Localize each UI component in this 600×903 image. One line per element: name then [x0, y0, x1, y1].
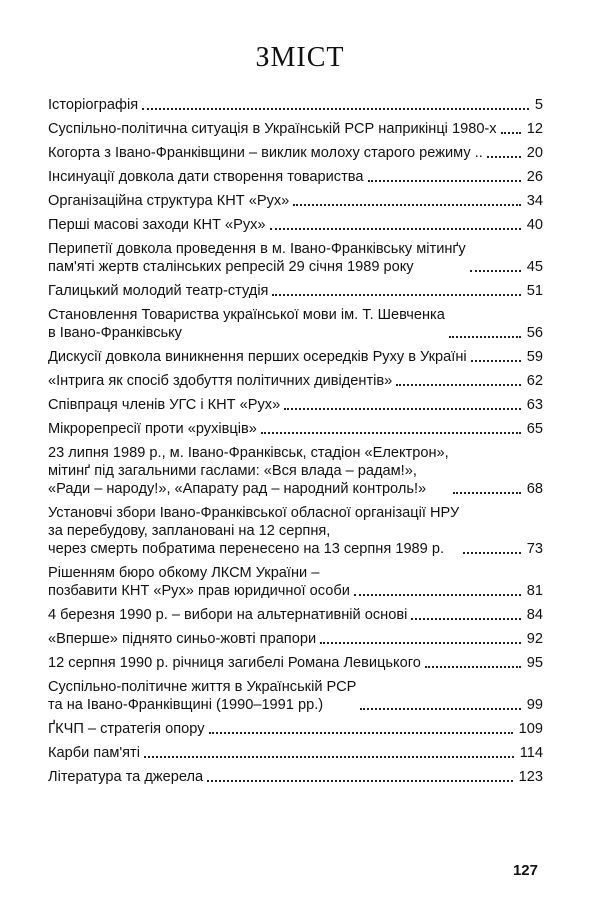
toc-entry-page-number: 62 — [526, 373, 543, 389]
toc-entry-title — [48, 192, 289, 210]
toc-entry-title-line: Суспільно-політичне життя в Українській РСР — [48, 679, 357, 695]
toc-entry — [48, 306, 543, 342]
toc-entry-title-line: Рішенням бюро обкому ЛКСМ України – — [48, 565, 320, 581]
toc-entry-title — [48, 168, 364, 186]
toc-entry-title-line: через смерть побратима перенесено на 13 серпня 1989 р. — [48, 541, 445, 557]
toc-entry-title — [48, 420, 257, 438]
table-of-contents — [48, 96, 543, 786]
toc-entry-page-number: 73 — [526, 541, 543, 557]
toc-entry-title — [48, 606, 407, 624]
toc-entry-title-line: «Вперше» піднято синьо-жовті прапори — [48, 631, 317, 647]
toc-entry-title — [48, 678, 356, 714]
toc-entry — [48, 240, 543, 276]
toc-entry-title-line: пам'яті жертв сталінських репресій 29 січня 1989 року — [48, 259, 414, 275]
toc-entry-title-line: Мікрорепресії проти «рухівців» — [48, 421, 257, 437]
toc-entry-page-number: 99 — [526, 697, 543, 713]
toc-entry-title-line: Установчі збори Івано-Франківської обласної організації НРУ — [48, 505, 460, 521]
toc-entry-title-line: в Івано-Франківську — [48, 325, 182, 341]
toc-entry-title — [48, 396, 280, 414]
toc-entry-title — [48, 564, 350, 600]
toc-entry-title-line: Історіографія — [48, 97, 139, 113]
toc-entry-title-line: Організаційна структура КНТ «Рух» — [48, 193, 290, 209]
dot-leader — [453, 492, 521, 494]
dot-leader — [293, 204, 520, 206]
toc-entry-title — [48, 282, 268, 300]
toc-entry — [48, 606, 543, 624]
toc-entry-title — [48, 216, 266, 234]
toc-entry-title — [48, 96, 138, 114]
toc-entry-title-line: ҐКЧП – стратегія опору — [48, 721, 205, 737]
toc-entry — [48, 120, 543, 138]
toc-entry-title-line: 23 липня 1989 р., м. Івано-Франківськ, стадіон «Електрон», — [48, 445, 449, 461]
toc-entry-title-line: «Ради – народу!», «Апарату рад – народний контроль!» — [48, 481, 427, 497]
dot-leader — [207, 780, 513, 782]
toc-entry-title-line: Становлення Товариства української мови ім. Т. Шевченка — [48, 307, 445, 323]
dot-leader — [449, 336, 521, 338]
toc-entry — [48, 396, 543, 414]
toc-entry-title-line: за перебудову, заплановані на 12 серпня, — [48, 523, 331, 539]
toc-entry — [48, 348, 543, 366]
toc-entry — [48, 216, 543, 234]
toc-entry-title — [48, 144, 483, 162]
dot-leader — [144, 756, 514, 758]
toc-entry-title-line: 12 серпня 1990 р. річниця загибелі Романа Левицького — [48, 655, 421, 671]
page-number: 127 — [512, 862, 538, 879]
toc-entry-title-line: 4 березня 1990 р. – вибори на альтернативній основі — [48, 607, 408, 623]
toc-entry — [48, 192, 543, 210]
toc-entry — [48, 678, 543, 714]
dot-leader — [470, 270, 521, 272]
toc-entry-title — [48, 240, 466, 276]
dot-leader — [261, 432, 521, 434]
page-title: ЗМІСТ — [255, 42, 345, 73]
dot-leader — [354, 594, 521, 596]
toc-entry-page-number: 84 — [526, 607, 543, 623]
dot-leader — [142, 108, 529, 110]
toc-entry-title-line: Галицький молодий театр-студія — [48, 283, 269, 299]
toc-entry-title-line: Дискусії довкола виникнення перших осередків Руху в Україні — [48, 349, 467, 365]
toc-entry-title-line: та на Івано-Франківщині (1990–1991 рр.) — [48, 697, 324, 713]
toc-entry-title — [48, 630, 316, 648]
toc-entry-title — [48, 720, 205, 738]
toc-entry — [48, 168, 543, 186]
toc-entry-page-number: 68 — [526, 481, 543, 497]
toc-entry-page-number: 51 — [526, 283, 543, 299]
dot-leader — [501, 132, 521, 134]
toc-entry-title-line: Карби пам'яті — [48, 745, 140, 761]
toc-entry — [48, 420, 543, 438]
toc-entry-page-number: 26 — [526, 169, 543, 185]
toc-entry-title — [48, 372, 392, 390]
toc-entry-page-number: 20 — [526, 145, 543, 161]
toc-entry-page-number: 34 — [526, 193, 543, 209]
toc-entry-title — [48, 306, 445, 342]
toc-entry — [48, 96, 543, 114]
toc-entry-title-line: Співпраця членів УГС і КНТ «Рух» — [48, 397, 281, 413]
toc-entry — [48, 720, 543, 738]
toc-entry-title-line: мітинґ під загальними гаслами: «Вся влада – радам!», — [48, 463, 417, 479]
toc-entry — [48, 630, 543, 648]
dot-leader — [471, 360, 521, 362]
dot-leader — [320, 642, 521, 644]
dot-leader — [368, 180, 521, 182]
toc-entry-title-line: Когорта з Івано-Франківщини – виклик молоху старого режиму .. — [48, 145, 483, 161]
toc-entry-page-number: 65 — [526, 421, 543, 437]
toc-entry — [48, 654, 543, 672]
toc-entry-page-number: 12 — [526, 121, 543, 137]
dot-leader — [209, 732, 513, 734]
toc-entry — [48, 144, 543, 162]
toc-entry-title — [48, 444, 449, 498]
toc-entry-title-line: Література та джерела — [48, 769, 204, 785]
toc-entry-page-number: 92 — [526, 631, 543, 647]
toc-entry-page-number: 95 — [526, 655, 543, 671]
toc-entry-title — [48, 768, 203, 786]
toc-entry-page-number: 40 — [526, 217, 543, 233]
toc-entry-page-number: 81 — [526, 583, 543, 599]
dot-leader — [270, 228, 521, 230]
toc-entry-title-line: «Інтрига як спосіб здобуття політичних дивідентів» — [48, 373, 393, 389]
toc-entry-page-number: 5 — [534, 97, 543, 113]
toc-entry — [48, 768, 543, 786]
toc-entry-page-number: 63 — [526, 397, 543, 413]
toc-entry-title — [48, 348, 467, 366]
toc-entry-page-number: 114 — [519, 745, 543, 761]
dot-leader — [425, 666, 521, 668]
toc-entry-page-number: 45 — [526, 259, 543, 275]
toc-entry-title-line: позбавити КНТ «Рух» прав юридичної особи — [48, 583, 350, 599]
toc-entry-page-number: 109 — [518, 721, 543, 737]
toc-entry — [48, 744, 543, 762]
toc-entry-title — [48, 744, 140, 762]
dot-leader — [411, 618, 520, 620]
toc-entry-title-line: Перипетії довкола проведення в м. Івано-Франківську мітинґу — [48, 241, 466, 257]
dot-leader — [360, 708, 520, 710]
toc-entry-title — [48, 120, 497, 138]
toc-entry — [48, 564, 543, 600]
dot-leader — [487, 156, 521, 158]
toc-entry — [48, 282, 543, 300]
toc-entry-title — [48, 504, 459, 558]
toc-entry-title — [48, 654, 421, 672]
toc-entry — [48, 444, 543, 498]
toc-entry-title-line: Перші масові заходи КНТ «Рух» — [48, 217, 266, 233]
dot-leader — [396, 384, 521, 386]
dot-leader — [284, 408, 521, 410]
toc-entry-page-number: 56 — [526, 325, 543, 341]
toc-entry — [48, 372, 543, 390]
toc-entry-title-line: Суспільно-політична ситуація в Українській РСР наприкінці 1980-х — [48, 121, 497, 137]
toc-entry-page-number: 59 — [526, 349, 543, 365]
dot-leader — [272, 294, 520, 296]
toc-entry — [48, 504, 543, 558]
dot-leader — [463, 552, 521, 554]
toc-entry-title-line: Інсинуації довкола дати створення товариства — [48, 169, 364, 185]
toc-entry-page-number: 123 — [518, 769, 543, 785]
